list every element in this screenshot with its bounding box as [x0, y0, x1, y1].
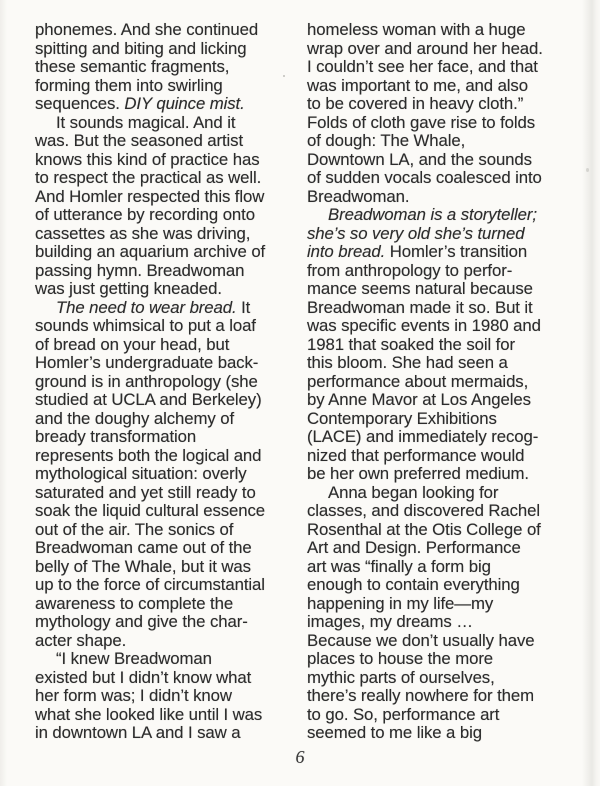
text-line: 1981 that soaked the soil for [307, 334, 515, 354]
text-line: acter shape. [35, 630, 127, 650]
text-line: awareness to complete the [35, 593, 234, 613]
text-line: (LACE) and immediately recog- [307, 427, 539, 446]
text-line: of utterance by recording onto [35, 205, 255, 224]
text-line: soak the liquid cultural essence [35, 501, 266, 520]
text-line: out of the air. The sonics of [35, 519, 234, 539]
text-line: enough to contain everything [307, 575, 520, 594]
text-line: of dough: The Whale, [307, 131, 466, 150]
text-line: and the doughy alchemy of [35, 408, 235, 428]
text-line: what she looked like until I was [35, 704, 263, 724]
text-line: belly of The Whale, but it was [35, 556, 251, 576]
text-line: sequences. DIY quince mist. [35, 94, 245, 113]
text-line: these semantic fragments, [35, 57, 230, 76]
text-line: Art and Design. Performance [307, 538, 521, 557]
text-line: was. But the seasoned artist [35, 131, 244, 150]
text-column-left [35, 21, 301, 743]
text-line: forming them into swirling [35, 75, 223, 95]
text-line: phonemes. And she continued [35, 20, 259, 39]
text-line: Contemporary Exhibitions [307, 408, 497, 428]
text-line: nized that performance would [307, 445, 525, 465]
text-line: happening in my life—my [307, 593, 494, 613]
text-line: her form was; I didn’t know [35, 686, 232, 705]
text-line: It sounds magical. And it [56, 112, 236, 132]
text-line: was just getting kneaded. [35, 279, 222, 298]
text-line: classes, and discovered Rachel [307, 501, 540, 520]
text-line: mance seems natural because [307, 279, 533, 298]
text-line: Downtown LA, and the sounds [307, 149, 532, 169]
scan-speck [586, 168, 589, 172]
text-line: to respect the practical as well. [35, 168, 262, 187]
text-line: to be covered in heavy cloth.” [307, 94, 524, 113]
text-line: seemed to me like a big [307, 723, 482, 742]
text-line: The need to wear bread. It [56, 297, 251, 317]
text-line: of bread on your head, but [35, 334, 230, 354]
text-line: mythology and give the char- [35, 612, 248, 631]
text-line: mythological situation: overly [35, 464, 247, 483]
text-line: homeless woman with a huge [307, 20, 526, 39]
text-line: from anthropology to perfor- [307, 260, 513, 280]
text-line: I couldn’t see her face, and that [307, 57, 538, 76]
text-line: there’s really nowhere for them [307, 686, 534, 705]
text-line: Breadwoman. [307, 186, 410, 206]
scan-edge-shadow-right [582, 0, 600, 786]
text-line: Folds of cloth gave rise to folds [307, 112, 536, 132]
text-line: studied at UCLA and Berkeley) [35, 390, 262, 409]
text-line: images, my dreams … [307, 612, 473, 631]
text-line: was important to me, and also [307, 75, 528, 95]
text-line: Rosenthal at the Otis College of [307, 519, 541, 539]
text-line: Breadwoman is a storyteller; [328, 205, 537, 224]
text-line: And Homler respected this flow [35, 186, 265, 206]
text-line: ground is in anthropology (she [35, 371, 258, 391]
text-line: Breadwoman came out of the [35, 538, 252, 557]
text-line: up to the force of circumstantial [35, 575, 265, 594]
text-line: Homler’s undergraduate back- [35, 353, 259, 372]
text-line: knows this kind of practice has [35, 149, 260, 169]
text-line: “I knew Breadwoman [56, 649, 212, 668]
text-line: building an aquarium archive of [35, 242, 266, 261]
page-number: 6 [295, 747, 305, 767]
text-line: by Anne Mavor at Los Angeles [307, 390, 531, 409]
text-line: passing hymn. Breadwoman [35, 260, 245, 280]
text-line: saturated and yet still ready to [35, 482, 256, 502]
text-line: sounds whimsical to put a loaf [35, 316, 256, 335]
text-line: to go. So, performance art [307, 704, 500, 724]
text-line: she’s so very old she’s turned [307, 223, 525, 243]
text-line: mythic parts of ourselves, [307, 667, 495, 687]
text-line: cassettes as she was driving, [35, 223, 251, 243]
text-line: Because we don’t usually have [307, 630, 535, 650]
text-line: art was “finally a form big [307, 556, 491, 576]
text-line: existed but I didn’t know what [35, 667, 252, 687]
text-line: bready transformation [35, 427, 197, 446]
text-column-right [307, 21, 583, 743]
text-line: places to house the more [307, 649, 494, 668]
text-line: represents both the logical and [35, 445, 262, 465]
text-line: into bread. Homler’s transition [307, 242, 528, 261]
text-line: performance about mermaids, [307, 371, 529, 391]
text-line: be her own preferred medium. [307, 464, 529, 483]
text-line: spitting and biting and licking [35, 38, 247, 58]
text-line: was specific events in 1980 and [307, 316, 541, 335]
text-line: wrap over and around her head. [307, 38, 543, 58]
text-line: Breadwoman made it so. But it [307, 297, 533, 317]
scan-edge-shadow-left [0, 0, 7, 786]
text-line: in downtown LA and I saw a [35, 723, 241, 742]
text-line: this bloom. She had seen a [307, 353, 508, 372]
text-line: of sudden vocals coalesced into [307, 168, 542, 187]
text-line: Anna began looking for [328, 482, 499, 502]
